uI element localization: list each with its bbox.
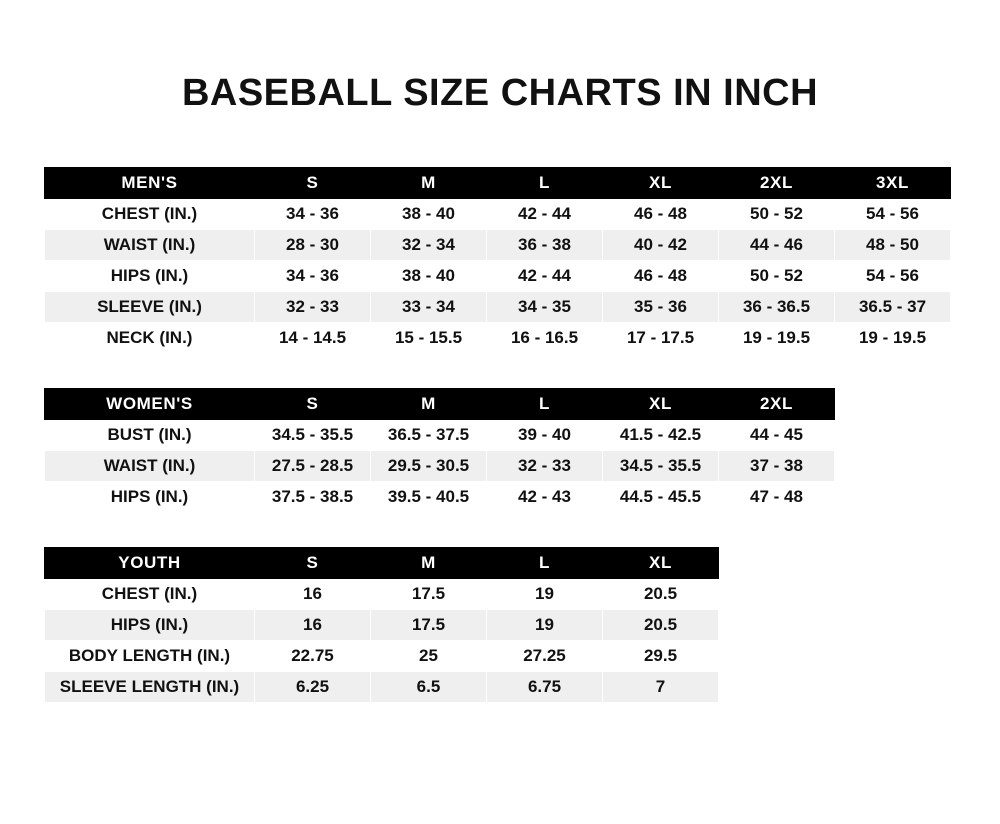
table-cell: 44 - 46 xyxy=(719,230,835,261)
table-row xyxy=(45,641,719,672)
mens-header-cell: MEN'S xyxy=(45,168,255,199)
table-cell: 34.5 - 35.5 xyxy=(255,420,371,451)
table-cell: 17.5 xyxy=(371,579,487,610)
row-label: CHEST (IN.) xyxy=(45,579,255,610)
table-cell: 19 - 19.5 xyxy=(719,323,835,354)
table-cell: 34.5 - 35.5 xyxy=(603,451,719,482)
table-cell: 35 - 36 xyxy=(603,292,719,323)
table-cell: 33 - 34 xyxy=(371,292,487,323)
table-cell: 6.5 xyxy=(371,672,487,703)
row-label: CHEST (IN.) xyxy=(45,199,255,230)
table-cell: 38 - 40 xyxy=(371,199,487,230)
table-cell: 36 - 38 xyxy=(487,230,603,261)
row-label: HIPS (IN.) xyxy=(45,482,255,513)
table-cell: 29.5 - 30.5 xyxy=(371,451,487,482)
table-cell: 36.5 - 37 xyxy=(835,292,951,323)
mens-header-cell: 2XL xyxy=(719,168,835,199)
table-cell: 34 - 35 xyxy=(487,292,603,323)
table-row xyxy=(45,672,719,703)
table-cell: 17 - 17.5 xyxy=(603,323,719,354)
table-cell: 54 - 56 xyxy=(835,261,951,292)
table-cell: 19 xyxy=(487,610,603,641)
youth-header-cell: XL xyxy=(603,548,719,579)
row-label: HIPS (IN.) xyxy=(45,610,255,641)
table-cell: 46 - 48 xyxy=(603,261,719,292)
womens-header-cell: S xyxy=(255,389,371,420)
mens-header-cell: S xyxy=(255,168,371,199)
table-cell: 34 - 36 xyxy=(255,261,371,292)
table-cell: 42 - 44 xyxy=(487,199,603,230)
youth-header-cell: S xyxy=(255,548,371,579)
table-cell: 32 - 33 xyxy=(255,292,371,323)
table-cell: 20.5 xyxy=(603,610,719,641)
womens-header-cell: 2XL xyxy=(719,389,835,420)
womens-header-cell: XL xyxy=(603,389,719,420)
youth-header-cell: M xyxy=(371,548,487,579)
table-cell: 50 - 52 xyxy=(719,261,835,292)
table-cell: 14 - 14.5 xyxy=(255,323,371,354)
table-cell: 34 - 36 xyxy=(255,199,371,230)
table-cell: 28 - 30 xyxy=(255,230,371,261)
table-cell: 40 - 42 xyxy=(603,230,719,261)
table-cell: 36 - 36.5 xyxy=(719,292,835,323)
table-cell: 19 xyxy=(487,579,603,610)
row-label: BODY LENGTH (IN.) xyxy=(45,641,255,672)
table-cell: 19 - 19.5 xyxy=(835,323,951,354)
table-cell: 32 - 34 xyxy=(371,230,487,261)
table-cell: 15 - 15.5 xyxy=(371,323,487,354)
table-cell: 44 - 45 xyxy=(719,420,835,451)
mens-size-table xyxy=(44,167,951,354)
womens-header-row xyxy=(45,389,835,420)
table-cell: 25 xyxy=(371,641,487,672)
mens-header-cell: L xyxy=(487,168,603,199)
table-cell: 46 - 48 xyxy=(603,199,719,230)
mens-header-cell: XL xyxy=(603,168,719,199)
table-row xyxy=(45,482,835,513)
table-cell: 38 - 40 xyxy=(371,261,487,292)
youth-header-cell: YOUTH xyxy=(45,548,255,579)
table-cell: 27.25 xyxy=(487,641,603,672)
table-cell: 41.5 - 42.5 xyxy=(603,420,719,451)
table-row xyxy=(45,610,719,641)
row-label: WAIST (IN.) xyxy=(45,451,255,482)
table-cell: 6.75 xyxy=(487,672,603,703)
womens-size-table xyxy=(44,388,835,513)
mens-header-cell: 3XL xyxy=(835,168,951,199)
table-row xyxy=(45,451,835,482)
table-cell: 54 - 56 xyxy=(835,199,951,230)
size-tables-container xyxy=(0,167,1000,703)
table-cell: 42 - 44 xyxy=(487,261,603,292)
womens-header-cell: L xyxy=(487,389,603,420)
row-label: SLEEVE LENGTH (IN.) xyxy=(45,672,255,703)
womens-header-cell: M xyxy=(371,389,487,420)
table-row xyxy=(45,323,951,354)
table-cell: 48 - 50 xyxy=(835,230,951,261)
table-row xyxy=(45,230,951,261)
mens-header-row xyxy=(45,168,951,199)
mens-header-cell: M xyxy=(371,168,487,199)
table-cell: 22.75 xyxy=(255,641,371,672)
row-label: HIPS (IN.) xyxy=(45,261,255,292)
table-cell: 44.5 - 45.5 xyxy=(603,482,719,513)
row-label: SLEEVE (IN.) xyxy=(45,292,255,323)
table-cell: 39.5 - 40.5 xyxy=(371,482,487,513)
table-cell: 16 xyxy=(255,579,371,610)
table-cell: 32 - 33 xyxy=(487,451,603,482)
table-cell: 6.25 xyxy=(255,672,371,703)
table-row xyxy=(45,261,951,292)
table-cell: 7 xyxy=(603,672,719,703)
table-cell: 42 - 43 xyxy=(487,482,603,513)
table-cell: 29.5 xyxy=(603,641,719,672)
table-cell: 47 - 48 xyxy=(719,482,835,513)
womens-header-cell: WOMEN'S xyxy=(45,389,255,420)
table-cell: 17.5 xyxy=(371,610,487,641)
table-row xyxy=(45,420,835,451)
size-chart-page xyxy=(0,72,1000,824)
table-row xyxy=(45,199,951,230)
table-cell: 37 - 38 xyxy=(719,451,835,482)
page-title: BASEBALL SIZE CHARTS IN INCH xyxy=(181,72,819,114)
table-cell: 16 - 16.5 xyxy=(487,323,603,354)
youth-header-row xyxy=(45,548,719,579)
table-cell: 50 - 52 xyxy=(719,199,835,230)
youth-header-cell: L xyxy=(487,548,603,579)
table-cell: 16 xyxy=(255,610,371,641)
table-cell: 37.5 - 38.5 xyxy=(255,482,371,513)
row-label: WAIST (IN.) xyxy=(45,230,255,261)
table-cell: 39 - 40 xyxy=(487,420,603,451)
youth-size-table xyxy=(44,547,719,703)
row-label: BUST (IN.) xyxy=(45,420,255,451)
table-cell: 36.5 - 37.5 xyxy=(371,420,487,451)
table-cell: 20.5 xyxy=(603,579,719,610)
table-cell: 27.5 - 28.5 xyxy=(255,451,371,482)
table-row xyxy=(45,579,719,610)
table-row xyxy=(45,292,951,323)
row-label: NECK (IN.) xyxy=(45,323,255,354)
